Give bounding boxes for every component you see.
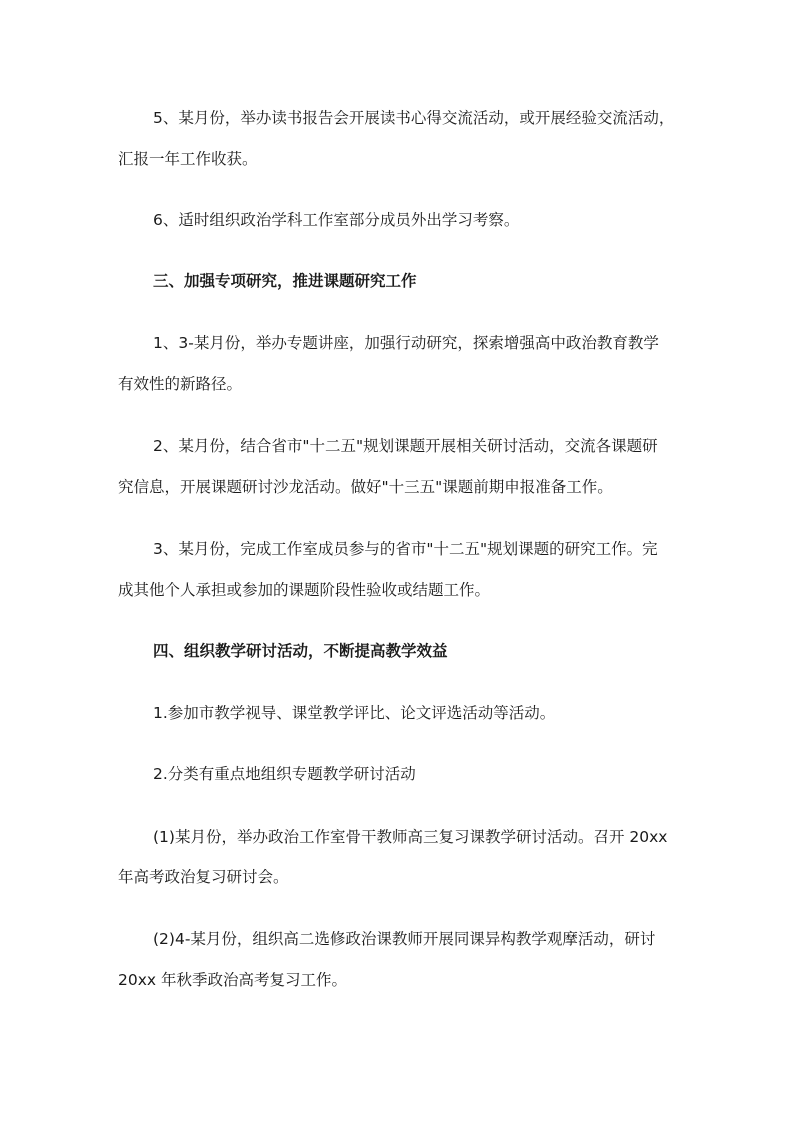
section-4-sub-2-line-2: 20xx 年秋季政治高考复习工作。 (118, 971, 347, 989)
paragraph-6-line-1: 6、适时组织政治学科工作室部分成员外出学习考察。 (153, 211, 520, 229)
section-4-item-1-line-1: 1.参加市教学视导、课堂教学评比、论文评选活动等活动。 (153, 704, 556, 722)
section-3-item-3-line-2: 成其他个人承担或参加的课题阶段性验收或结题工作。 (118, 581, 491, 599)
section-4-sub-1-line-1: (1)某月份，举办政治工作室骨干教师高三复习课教学研讨活动。召开 20xx (153, 828, 668, 846)
section-3-heading: 三、加强专项研究，推进课题研究工作 (153, 272, 417, 290)
section-4-heading: 四、组织教学研讨活动，不断提高教学效益 (153, 642, 448, 660)
section-4-item-2-line-1: 2.分类有重点地组织专题教学研讨活动 (153, 765, 416, 783)
section-4-sub-2-line-1: (2)4-某月份，组织高二选修政治课教师开展同课异构教学观摩活动，研讨 (153, 930, 656, 948)
section-4-sub-1-line-2: 年高考政治复习研讨会。 (118, 868, 289, 886)
section-3-item-2-line-1: 2、某月份，结合省市"十二五"规划课题开展相关研讨活动，交流各课题研 (153, 437, 658, 455)
section-3-item-1-line-2: 有效性的新路径。 (118, 375, 243, 393)
section-3-item-1-line-1: 1、3-某月份，举办专题讲座，加强行动研究，探索增强高中政治教育教学 (153, 334, 659, 352)
paragraph-5-line-2: 汇报一年工作收获。 (118, 150, 258, 168)
paragraph-5-line-1: 5、某月份，举办读书报告会开展读书心得交流活动，或开展经验交流活动， (153, 109, 675, 127)
section-3-item-2-line-2: 究信息，开展课题研讨沙龙活动。做好"十三五"课题前期申报准备工作。 (118, 478, 613, 496)
section-3-item-3-line-1: 3、某月份，完成工作室成员参与的省市"十二五"规划课题的研究工作。完 (153, 540, 658, 558)
